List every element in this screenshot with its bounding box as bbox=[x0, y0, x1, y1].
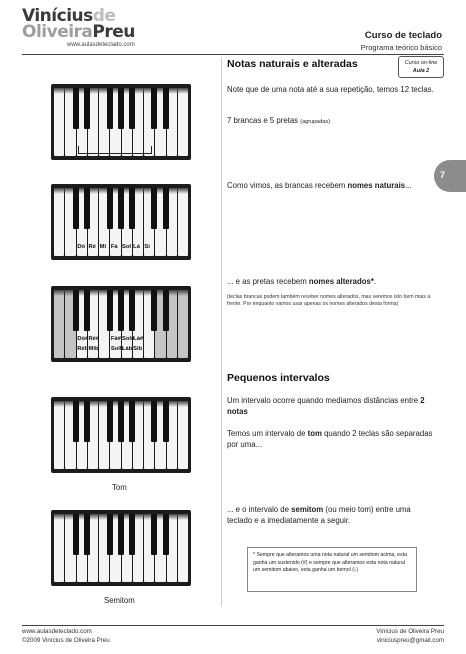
black-key bbox=[73, 188, 79, 229]
keyboard-frame bbox=[51, 184, 191, 260]
online-label: Curso on-line bbox=[404, 60, 438, 66]
flat-note-label: Réb bbox=[77, 346, 89, 352]
black-key bbox=[73, 88, 79, 129]
black-key bbox=[107, 290, 113, 331]
black-key bbox=[163, 514, 169, 555]
sharp-note-label: Dó# bbox=[77, 336, 89, 342]
footer-copyright: ©2009 Vinícius de Oliveira Preu bbox=[22, 637, 110, 644]
white-key bbox=[54, 514, 64, 582]
natural-note-label: Lá bbox=[133, 244, 140, 250]
black-key bbox=[151, 88, 157, 129]
black-key bbox=[84, 188, 90, 229]
paragraph-nomes-naturais bbox=[227, 180, 437, 191]
p6-b: tom bbox=[307, 429, 322, 438]
p3-c: ... bbox=[405, 181, 412, 190]
sharp-flat-note-box: * Sempre que alteramos uma nota natural um semitom acima, esta ganha um sustenido (#) e sempre que alteramos esta nota natural um semitom abaixo, esta ganha um bemol (♭) bbox=[247, 547, 417, 592]
white-key bbox=[178, 188, 188, 256]
black-key bbox=[163, 188, 169, 229]
black-key bbox=[118, 188, 124, 229]
logo-url: www.aulasdeteclado.com bbox=[67, 42, 135, 48]
natural-note-label: Mi bbox=[99, 244, 107, 250]
black-key bbox=[118, 290, 124, 331]
black-key bbox=[107, 88, 113, 129]
footer-email: viniciuspreu@gmail.com bbox=[376, 637, 444, 644]
section-title-intervalos: Pequenos intervalos bbox=[227, 372, 330, 384]
keyboard-3 bbox=[51, 286, 191, 364]
paragraph-nomes-alterados bbox=[227, 276, 437, 287]
p7-c: (ou meio tom) entre uma teclado e a imediatamente a seguir. bbox=[227, 505, 411, 525]
keyboard-2 bbox=[51, 184, 191, 262]
p4-b: nomes alterados* bbox=[308, 277, 374, 286]
natural-note-label: Ré bbox=[88, 244, 96, 250]
p3-b: nomes naturais bbox=[347, 181, 406, 190]
black-key bbox=[151, 188, 157, 229]
flat-note-label: Solb bbox=[110, 346, 124, 352]
black-key bbox=[84, 290, 90, 331]
black-key bbox=[151, 514, 157, 555]
paragraph-brancas-pretas bbox=[227, 115, 437, 128]
footer-divider bbox=[22, 625, 444, 626]
p4-a: ... e as pretas recebem bbox=[227, 277, 309, 286]
course-title: Curso de teclado bbox=[364, 30, 442, 41]
p2-aside: (agrupadas) bbox=[300, 119, 330, 125]
black-key bbox=[163, 401, 169, 442]
paragraph-12-teclas: Note que de uma nota até a sua repetição, temos 12 teclas. bbox=[227, 85, 434, 94]
black-key bbox=[163, 290, 169, 331]
natural-note-label: Sol bbox=[122, 244, 132, 250]
p6-a: Temos um intervalo de bbox=[227, 429, 308, 438]
black-key bbox=[163, 88, 169, 129]
black-key bbox=[129, 290, 135, 331]
black-key bbox=[129, 401, 135, 442]
logo-oliveira: Oliveira bbox=[22, 22, 93, 42]
black-key bbox=[118, 88, 124, 129]
keyboard-1 bbox=[51, 84, 191, 162]
sharp-note-label: Fá# bbox=[110, 336, 121, 342]
white-key bbox=[54, 290, 64, 358]
keyboard-4 bbox=[51, 397, 191, 475]
flat-note-label: Láb bbox=[122, 346, 133, 352]
white-key bbox=[178, 290, 188, 358]
header-divider bbox=[22, 54, 444, 55]
natural-note-label: Dó bbox=[77, 244, 86, 250]
p3-a: Como vimos, as brancas recebem bbox=[227, 181, 348, 190]
black-key bbox=[84, 401, 90, 442]
p6-c: quando 2 teclas são separadas por uma... bbox=[227, 429, 433, 449]
black-key bbox=[129, 188, 135, 229]
paragraph-intervalo bbox=[227, 395, 437, 417]
logo-preu: Preu bbox=[92, 22, 135, 42]
paragraph-tom bbox=[227, 428, 437, 450]
footer-url: www.aulasdeteclado.com bbox=[22, 628, 92, 635]
black-key bbox=[151, 290, 157, 331]
black-key bbox=[73, 401, 79, 442]
flat-note-label: Mib bbox=[88, 346, 99, 352]
flat-note-label: Sib bbox=[133, 346, 143, 352]
keyboard-5 bbox=[51, 510, 191, 588]
white-key bbox=[54, 188, 64, 256]
white-key bbox=[178, 401, 188, 469]
course-subtitle: Programa teórico básico bbox=[360, 43, 442, 52]
note-alterados: (teclas brancas podem também receber nomes alterados, mas veremos isto bem mais a frente. Por enquanto vamos usar apenas os nomes alterados desta forma) bbox=[227, 294, 431, 307]
black-key bbox=[107, 514, 113, 555]
logo-line-2 bbox=[22, 24, 135, 41]
white-key bbox=[54, 401, 64, 469]
white-key bbox=[178, 88, 188, 156]
black-key bbox=[84, 88, 90, 129]
keyboard-frame bbox=[51, 397, 191, 473]
black-key bbox=[151, 401, 157, 442]
section-title-notas: Notas naturais e alteradas bbox=[227, 58, 358, 70]
sharp-note-label: Ré# bbox=[88, 336, 100, 342]
black-key bbox=[73, 514, 79, 555]
black-key bbox=[118, 514, 124, 555]
octave-bracket bbox=[78, 146, 152, 154]
paragraph-semitom bbox=[227, 504, 437, 526]
natural-note-label: Fá bbox=[110, 244, 118, 250]
black-key bbox=[73, 290, 79, 331]
online-lesson-box bbox=[398, 56, 444, 78]
p5-a: Um intervalo ocorre quando mediamos distâncias entre bbox=[227, 396, 421, 405]
page-number-badge: 7 bbox=[434, 160, 466, 192]
p5-b: 2 notas bbox=[227, 396, 425, 416]
p7-a: ... e o intervalo de bbox=[227, 505, 292, 514]
black-key bbox=[129, 88, 135, 129]
black-key bbox=[118, 401, 124, 442]
lesson-label: Aula 2 bbox=[412, 68, 430, 74]
p4-c: . bbox=[373, 277, 377, 286]
sharp-note-label: Sol# bbox=[122, 336, 135, 342]
black-key bbox=[107, 188, 113, 229]
logo-de: de bbox=[92, 6, 116, 26]
caption-tom: Tom bbox=[112, 483, 127, 492]
logo-first-name: Vinícius bbox=[22, 6, 93, 26]
column-divider bbox=[221, 58, 222, 606]
white-key bbox=[54, 88, 64, 156]
natural-note-label: Si bbox=[144, 244, 150, 250]
footer-author: Vinícius de Oliveira Preu bbox=[376, 628, 444, 635]
p7-b: semitom bbox=[291, 505, 324, 514]
sharp-note-label: Lá# bbox=[133, 336, 144, 342]
p2-main: 7 brancas e 5 pretas bbox=[227, 116, 299, 125]
white-key bbox=[178, 514, 188, 582]
caption-semitom: Semitom bbox=[104, 596, 135, 605]
black-key bbox=[84, 514, 90, 555]
black-key bbox=[129, 514, 135, 555]
keyboard-frame bbox=[51, 510, 191, 586]
black-key bbox=[107, 401, 113, 442]
